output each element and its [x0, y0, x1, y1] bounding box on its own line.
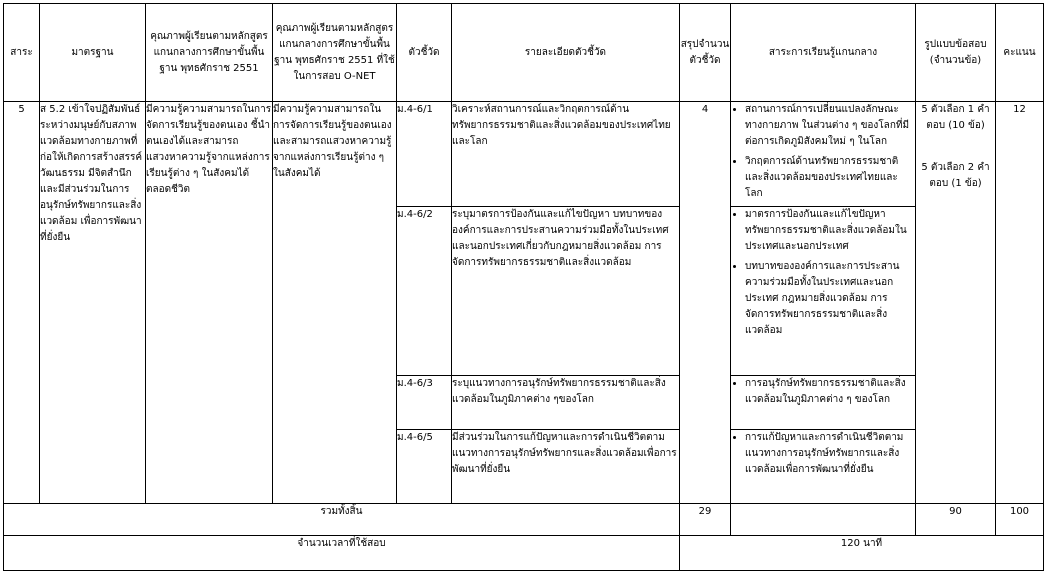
header-quality-core: คุณภาพผู้เรียนตามหลักสูตรแกนกลางการศึกษาขั้นพื้นฐาน พุทธศักราช 2551: [146, 4, 273, 102]
strand-cell: 5: [4, 102, 40, 504]
core-content-list: [731, 207, 915, 339]
header-score: คะแนน: [996, 4, 1044, 102]
score-cell: 12: [996, 102, 1044, 504]
core-content-cell: [731, 430, 916, 504]
indicator-detail: มีส่วนร่วมในการแก้ปัญหาและการดำเนินชีวิตตามแนวทางการอนุรักษ์ทรัพยากรและสิ่งแวดล้อมเพื่อการพัฒนาที่ยั่งยืน: [452, 430, 680, 504]
header-indicator-detail: รายละเอียดตัวชี้วัด: [452, 4, 680, 102]
header-test-format: รูปแบบข้อสอบ (จำนวนข้อ): [916, 4, 996, 102]
totals-empty-cell: [731, 504, 916, 536]
totals-row: [4, 504, 1044, 536]
test-format-1: 5 ตัวเลือก 1 คำตอบ (10 ข้อ): [921, 104, 990, 131]
indicator-detail: ระบุมาตรการป้องกันและแก้ไขปัญหา บทบาทขององค์การและการประสานความร่วมมือทั้งในประเทศและนอกประเทศเกี่ยวกับกฎหมายสิ่งแวดล้อม การจัดการทรัพยากรธรรมชาติและสิ่งแวดล้อม: [452, 207, 680, 376]
header-quality-onet: คุณภาพผู้เรียนตามหลักสูตรแกนกลางการศึกษาขั้นพื้นฐาน พุทธศักราช 2551 ที่ใช้ในการสอบ O-NET: [273, 4, 397, 102]
header-indicator-count: สรุปจำนวนตัวชี้วัด: [680, 4, 731, 102]
question-total: 90: [916, 504, 996, 536]
exam-blueprint-table: [3, 3, 1044, 571]
score-total: 100: [996, 504, 1044, 536]
test-format-2: 5 ตัวเลือก 2 คำตอบ (1 ข้อ): [921, 162, 990, 189]
list-item: • บทบาทขององค์การและการประสานความร่วมมือทั้งในประเทศและนอกประเทศ กฎหมายสิ่งแวดล้อม การจัดการทรัพยากรธรรมชาติและสิ่งแวดล้อม: [745, 259, 915, 339]
quality-onet-cell: มีความรู้ความสามารถในการจัดการเรียนรู้ของตนเอง และสามารถแสวงหาความรู้จากแหล่งการเรียนรู้ต่าง ๆ ในสังคมได้: [273, 102, 397, 504]
indicator-detail: ระบุแนวทางการอนุรักษ์ทรัพยากรธรรมชาติและสิ่งแวดล้อมในภูมิภาคต่าง ๆของโลก: [452, 376, 680, 430]
list-item: • การแก้ปัญหาและการดำเนินชีวิตตามแนวทางการอนุรักษ์ทรัพยากรและสิ่งแวดล้อมเพื่อการพัฒนาที่ยั่งยืน: [745, 430, 915, 478]
core-content-list: [731, 102, 915, 202]
list-item: • มาตรการป้องกันและแก้ไขปัญหาทรัพยากรธรรมชาติและสิ่งแวดล้อมในประเทศและนอกประเทศ: [745, 207, 915, 255]
table-row: [4, 102, 1044, 207]
indicator-code: ม.4-6/2: [397, 207, 452, 376]
header-core-content: สาระการเรียนรู้แกนกลาง: [731, 4, 916, 102]
quality-core-cell: มีความรู้ความสามารถในการจัดการเรียนรู้ของตนเอง ชี้นำตนเองได้และสามารถแสวงหาความรู้จากแหล่งการเรียนรู้ต่าง ๆ ในสังคมได้ตลอดชีวิต: [146, 102, 273, 504]
indicator-detail: วิเคราะห์สถานการณ์และวิกฤตการณ์ด้านทรัพยากรธรรมชาติและสิ่งแวดล้อมของประเทศไทยและโลก: [452, 102, 680, 207]
time-value: 120 นาที: [680, 536, 1044, 571]
core-content-list: [731, 430, 915, 478]
header-row: [4, 4, 1044, 102]
core-content-cell: [731, 102, 916, 207]
standard-cell: ส 5.2 เข้าใจปฏิสัมพันธ์ระหว่างมนุษย์กับสภาพแวดล้อมทางกายภาพที่ก่อให้เกิดการสร้างสรรค์วัฒนธรรม มีจิตสำนึกและมีส่วนร่วมในการอนุรักษ์ทรัพยากรและสิ่งแวดล้อม เพื่อการพัฒนาที่ยั่งยืน: [40, 102, 146, 504]
test-format-cell: [916, 102, 996, 504]
list-item: • วิกฤตการณ์ด้านทรัพยากรธรรมชาติและสิ่งแวดล้อมของประเทศไทยและโลก: [745, 154, 915, 202]
time-label: จำนวนเวลาที่ใช้สอบ: [4, 536, 680, 571]
list-item: • การอนุรักษ์ทรัพยากรธรรมชาติและสิ่งแวดล้อมในภูมิภาคต่าง ๆ ของโลก: [745, 376, 915, 408]
list-item: • สถานการณ์การเปลี่ยนแปลงลักษณะทางกายภาพ ในส่วนต่าง ๆ ของโลกที่มีต่อการเกิดภูมิสังคมใหม่ ๆ ในโลก: [745, 102, 915, 150]
core-content-list: [731, 376, 915, 408]
header-standard: มาตรฐาน: [40, 4, 146, 102]
core-content-cell: [731, 376, 916, 430]
header-strand: สาระ: [4, 4, 40, 102]
time-row: [4, 536, 1044, 571]
indicator-total: 29: [680, 504, 731, 536]
indicator-count-cell: 4: [680, 102, 731, 504]
indicator-code: ม.4-6/1: [397, 102, 452, 207]
indicator-code: ม.4-6/3: [397, 376, 452, 430]
header-indicator: ตัวชี้วัด: [397, 4, 452, 102]
core-content-cell: [731, 207, 916, 376]
totals-label: รวมทั้งสิ้น: [4, 504, 680, 536]
indicator-code: ม.4-6/5: [397, 430, 452, 504]
